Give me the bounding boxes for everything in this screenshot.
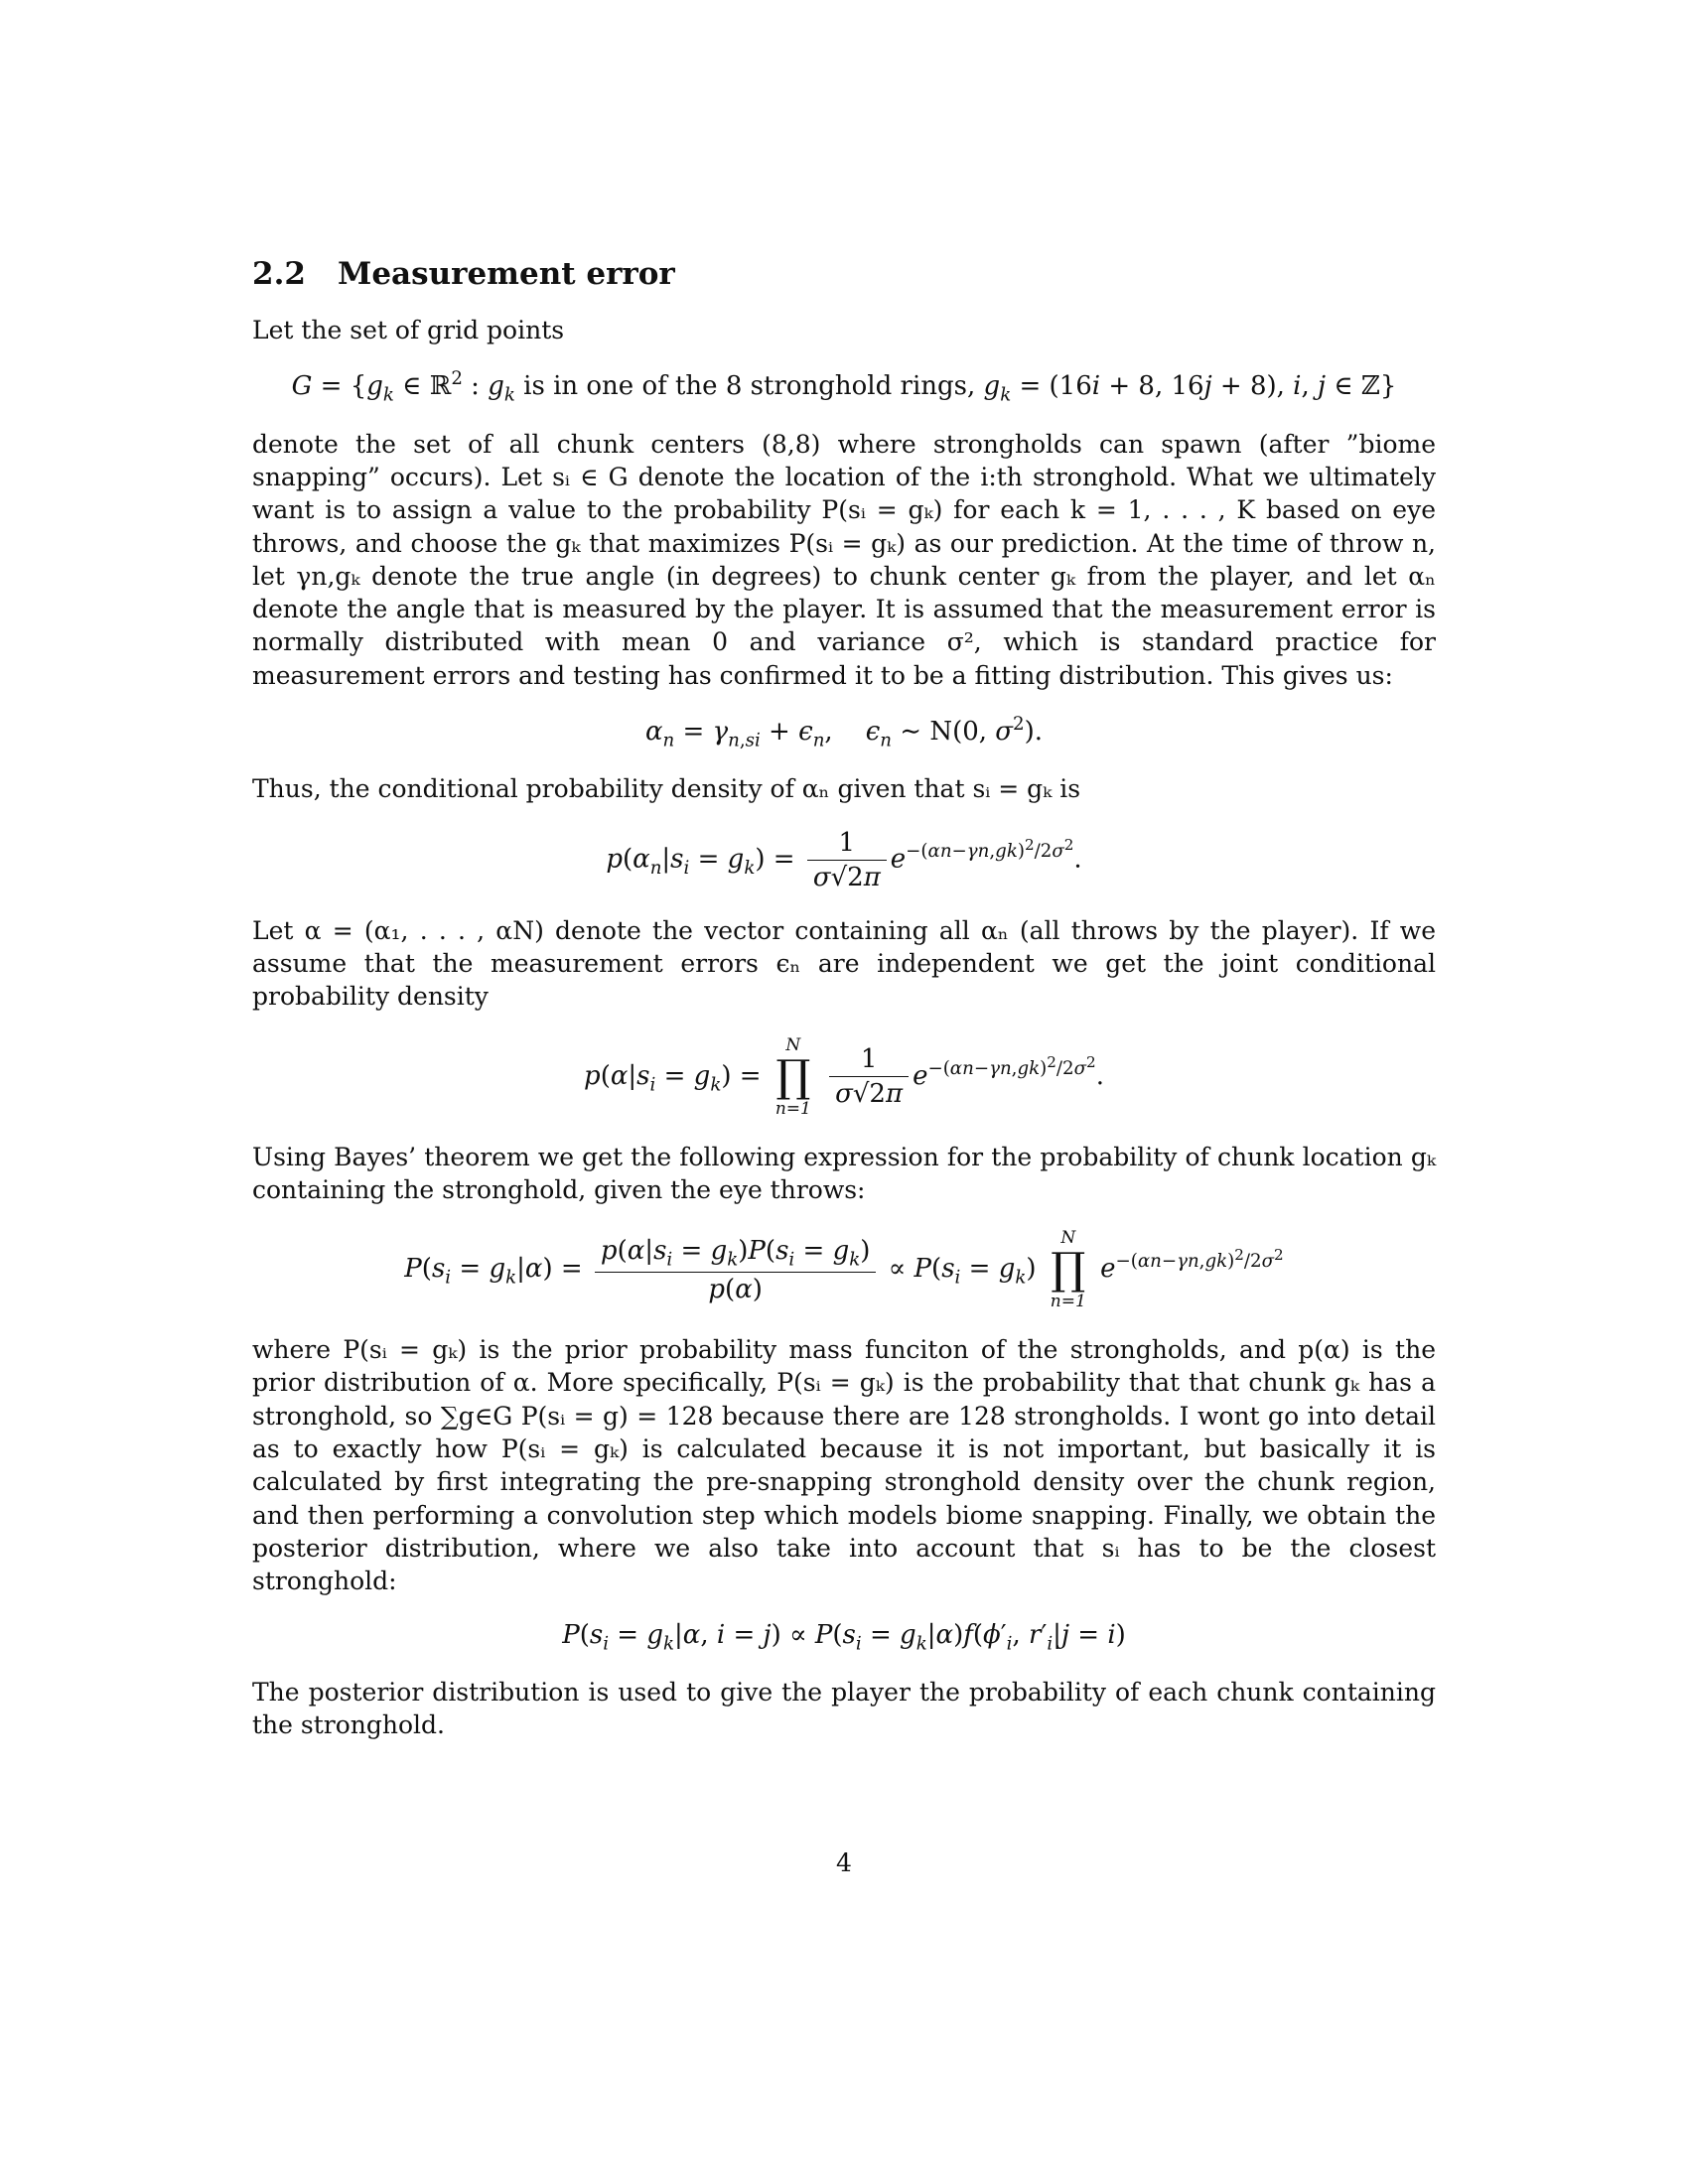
equation-posterior: $P(s_i = g_k|\alpha$, $i = j) \propto P(s_i = g_k|\alpha)f(\phi'_i$, $r'_i|j = i$) [562, 1619, 1126, 1654]
paragraph-intro: Let the set of grid points [252, 316, 565, 344]
equation-joint-density: $p(\alpha|s_i = g_k)$ = N ∏ n=1 $\frac{1}{\sigma√2\pi}$ $e^{-(\alpha n-\gamma n,gk)^2/2\sigma^2}$. [584, 1034, 1104, 1119]
paragraph-prior: where P(sᵢ = gₖ) is the prior probability mass funciton of the strongholds, and p(α) is the prior distribution of α. More specifically, P(sᵢ = gₖ) is the probability that that chunk gₖ has a stronghold, so ∑g∈G P(sᵢ = g) = 128 because there are 128 strongholds. I wont go into detail as to exactly how P(sᵢ = gₖ) is calculated because it is not important, but basically it is calculated by first integrating the pre-snapping stronghold density over the chunk region, and then performing a convolution step which models biome snapping. Finally, we obtain the posterior distribution, where we also take into account that sᵢ has to be the closest stronghold: [252, 1335, 1436, 1596]
equation-bayes: $P(s_i = g_k|\alpha)$ = $\frac{p(\alpha|s_i = g_k)P(s_i = g_k)}{p(\alpha)}$ ∝ $P(s_i = g_k)$ N ∏ n=1 $e^{-(\alpha n-\gamma n,gk)^2/2\sigma^2}$ [404, 1228, 1284, 1312]
equation-conditional-density: $p(\alpha_n|s_i = g_k)$ = $\frac{1}{\sigma√2\pi}$ $e^{-(\alpha n-\gamma n,gk)^2/2\sigma^2}$. [606, 827, 1082, 892]
equation-grid-set: $G = \{g_k$ ∈ ℝ$^2$ : $g_k$ is in one of the 8 stronghold rings, $g_k = (16i + 8$, 16j + 8), i, j ∈ ℤ} [291, 368, 1397, 406]
page-number: 4 [836, 1848, 852, 1877]
paragraph-chunk-centers: denote the set of all chunk centers (8,8) where strongholds can spawn (after ”biome snapping” occurs). Let sᵢ ∈ G denote the location of the i:th stronghold. What we ultimately want is to assign a value to the probability P(sᵢ = gₖ) for each k = 1, . . . , K based on eye throws, and choose the gₖ that maximizes P(sᵢ = gₖ) as our prediction. At the time of throw n, let γn,gₖ denote the true angle (in degrees) to chunk center gₖ from the player, and let αₙ denote the angle that is measured by the player. It is assumed that the measurement error is normally distributed with mean 0 and variance σ², which is standard practice for measurement errors and testing has confirmed it to be a fitting distribution. This gives us: [252, 429, 1436, 690]
section-heading [252, 256, 1436, 292]
paragraph-bayes: Using Bayes’ theorem we get the following expression for the probability of chunk location gₖ containing the stronghold, given the eye throws: [252, 1142, 1436, 1204]
section-title: Measurement error [338, 256, 675, 292]
paragraph-conclusion: The posterior distribution is used to give the player the probability of each chunk containing the stronghold. [252, 1677, 1436, 1740]
section-number: 2.2 [252, 256, 306, 292]
paragraph-joint-density: Let α = (α₁, . . . , αN) denote the vector containing all αₙ (all throws by the player). If we assume that the measurement errors ϵₙ are independent we get the joint conditional probability density [252, 915, 1436, 1012]
paper-page [252, 256, 1436, 1742]
equation-measurement-model: $\alpha_n = \gamma_{n,si} + \epsilon_n$, $\epsilon_n$ ∼ N(0, $\sigma^2$). [644, 714, 1044, 751]
paragraph-conditional-density: Thus, the conditional probability density of αₙ given that sᵢ = gₖ is [252, 774, 1081, 804]
